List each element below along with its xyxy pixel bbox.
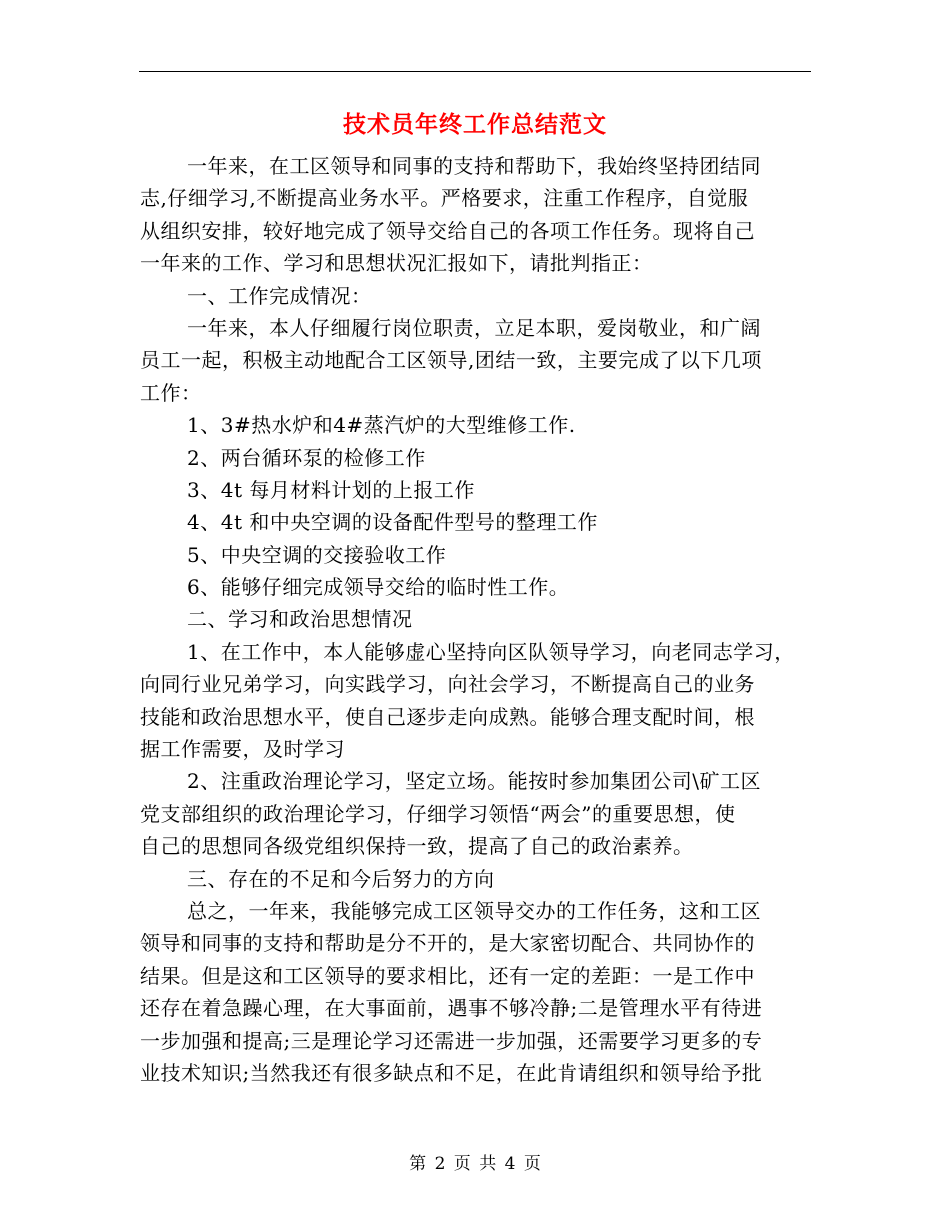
text-line: 一步加强和提高;三是理论学习还需进一步加强，还需要学习更多的专	[140, 1028, 763, 1053]
header-rule	[139, 71, 811, 72]
text-line: 一年来，本人仔细履行岗位职责，立足本职，爱岗敬业，和广阔	[187, 315, 761, 340]
text-line: 二、学习和政治思想情况	[187, 607, 413, 632]
text-line: 结果。但是这和工区领导的要求相比，还有一定的差距：一是工作中	[140, 963, 755, 988]
text-line: 员工一起，积极主动地配合工区领导,团结一致，主要完成了以下几项	[140, 348, 762, 373]
text-line: 一年来，在工区领导和同事的支持和帮助下，我始终坚持团结同	[187, 154, 761, 178]
text-line: 党支部组织的政治理论学习，仔细学习领悟“两会”的重要思想，使	[140, 801, 736, 826]
text-line: 还存在着急躁心理，在大事面前，遇事不够冷静;二是管理水平有待进	[140, 996, 763, 1021]
text-line: 业技术知识;当然我还有很多缺点和不足，在此肯请组织和领导给予批	[140, 1060, 763, 1085]
document-title: 技术员年终工作总结范文	[343, 111, 607, 138]
text-line: 领导和同事的支持和帮助是分不开的，是大家密切配合、共同协作的	[140, 931, 755, 956]
text-line: 一年来的工作、学习和思想状况汇报如下，请批判指正：	[140, 251, 653, 276]
page-number-footer: 第 2 页 共 4 页	[409, 1154, 541, 1174]
text-line: 向同行业兄弟学习，向实践学习，向社会学习，不断提高自己的业务	[140, 672, 755, 697]
text-line: 2、两台循环泵的检修工作	[187, 445, 426, 470]
text-line: 4、4t 和中央空调的设备配件型号的整理工作	[187, 510, 598, 535]
text-line: 工作：	[140, 380, 202, 405]
text-line: 3、4t 每月材料计划的上报工作	[187, 477, 475, 502]
text-line: 一、工作完成情况：	[187, 283, 372, 308]
text-line: 志,仔细学习,不断提高业务水平。严格要求，注重工作程序，自觉服	[140, 186, 749, 211]
text-line: 5、中央空调的交接验收工作	[187, 542, 447, 567]
text-line: 6、能够仔细完成领导交给的临时性工作。	[187, 575, 570, 600]
text-line: 三、存在的不足和今后努力的方向	[187, 866, 495, 891]
document-body	[140, 150, 820, 1089]
text-line: 自己的思想同各级党组织保持一致，提高了自己的政治素养。	[140, 834, 694, 859]
text-line: 2、注重政治理论学习，坚定立场。能按时参加集团公司\矿工区	[187, 769, 761, 794]
text-line: 技能和政治思想水平，使自己逐步走向成熟。能够合理支配时间，根	[140, 704, 755, 729]
text-line: 1、在工作中，本人能够虚心坚持向区队领导学习，向老同志学习，	[187, 639, 795, 664]
text-line: 据工作需要，及时学习	[140, 737, 345, 762]
text-line: 1、3#热水炉和4#蒸汽炉的大型维修工作.	[187, 413, 576, 438]
text-line: 总之，一年来，我能够完成工区领导交办的工作任务，这和工区	[187, 898, 761, 923]
text-line: 从组织安排，较好地完成了领导交给自己的各项工作任务。现将自己	[140, 218, 755, 243]
